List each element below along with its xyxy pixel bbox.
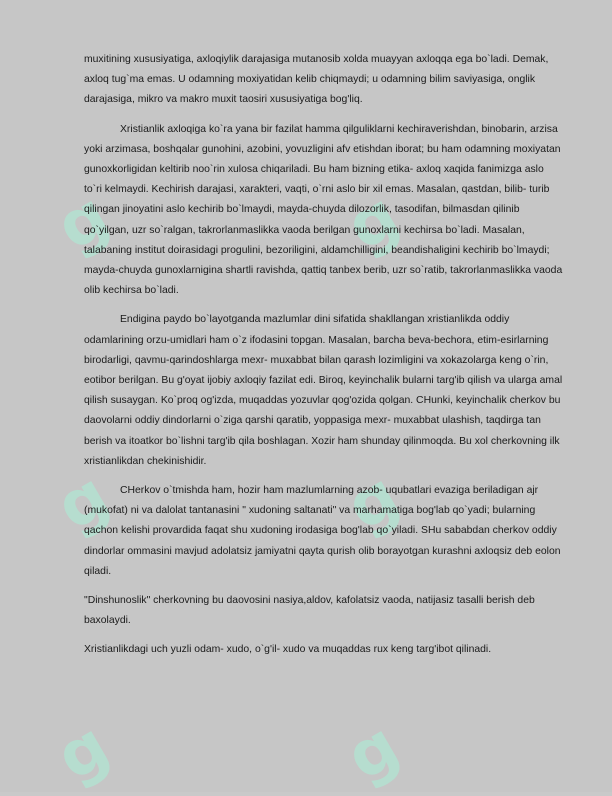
watermark-logo: g <box>44 458 122 546</box>
paragraph: Xristianlikdagi uch yuzli odam- xudo, o`g'il- xudo va muqaddas rux keng targ'ibot qilinadi. <box>84 644 492 656</box>
watermark-logo: g <box>334 458 412 546</box>
paragraph: Endigina paydo bo`layotganda mazlumlar dini sifatida shakllangan xristianlikda oddiy odamlarining orzu-umidlari ham o`z ifodasini topgan. Masalan, barcha beva-bechora, etim-esirlarning birodarligi, qavmu-qarindoshlarga mexr- muxabbat bilan qarash lozimligini va xokazolarga keng o`rin, eotibor berilgan. Bu g'oyat ijobiy axloqiy fazilat edi. Biroq, keyinchalik bularni targ'ib qilish va ularga amal qilish susaygan. Ko`proq og'izda, muqaddas yozuvlar qog'ozida qolgan. CHunki, keyinchalik cherkov bu daovolarni oddiy dindorlarni o`ziga qarshi qaratib, yoppasiga mexr- muxabbat ulashish, taqdirga tan berish va itoatkor bo`lishni targ'ib qila boshlagan. Xozir ham shunday qilinmoqda. Bu xol cherkovning ilk xristianlikdan chekinishidir. <box>84 314 563 467</box>
watermark-logo: g <box>44 708 122 796</box>
paragraph: "Dinshunoslik" cherkovning bu daovosini nasiya,aldov, kafolatsiz vaoda, natijasiz tasalli berish deb baxolaydi. <box>84 595 535 627</box>
watermark-logo: g <box>334 708 412 796</box>
paragraph: Xristianlik axloqiga ko`ra yana bir fazilat hamma qilguliklarni kechiraverishdan, binobarin, arzisa yoki arzimasa, boshqalar gunohini, azobini, yovuzligini afv etishdan iborat; bu ham odamning moxiyatan gunoxkorligidan keltirib noo`rin xulosa chiqariladi. Bu ham bizning etika- axloq xaqida fanimizga aslo to`ri kelmaydi. Kechirish darajasi, xarakteri, vaqti, o`rni aslo bir xil emas. Masalan, qastdan, bilib- turib qilingan jinoyatini aslo kechirib bo`lmaydi, mayda-chuyda dilozorlik, tasodifan, bilmasdan qilinib qo`yilgan, uzr so`ralgan, takrorlanmaslikka vaoda berilgan gunoxlarni kechirsa bo`ladi. Masalan, talabaning institut doirasidagi progulini, bezoriligini, aldamchilligini, beandishaligini kechirib bo`lmaydi; mayda-chuyda gunoxlarnigina shartli ravishda, qattiq tanbex berib, uzr so`ratib, takrorlanmaslikka vaoda olib kechirsa bo`ladi. <box>84 123 563 297</box>
document-body <box>84 50 564 670</box>
paragraph: muxitining xususiyatiga, axloqiylik darajasiga mutanosib xolda muayyan axloqqa ega bo`ladi. Demak, axloq tug`ma emas. U odamning moxiyatidan kelib chiqmaydi; u odamning bilim saviyasiga, onglik darajasiga, mikro va makro muxit taosiri xususiyatiga bog'liq. <box>84 54 549 106</box>
paragraph: CHerkov o`tmishda ham, hozir ham mazlumlarning azob- uqubatlari evaziga beriladigan ajr (mukofat) ni va dalolat tantanasini " xudoning saltanati" va marhamatiga bog'lab qo`yadi; bularning qachon kelishi provardida faqat shu xudoning irodasiga bog'lab qo`yiladi. SHu sababdan cherkov oddiy dindorlar ommasini mavjud adolatsiz jamiyatni qayta qurish olib borayotgan kurashni axloqsiz deb eolon qiladi. <box>84 485 561 577</box>
watermark-logo: g <box>44 178 122 266</box>
watermark-logo: g <box>334 178 412 266</box>
